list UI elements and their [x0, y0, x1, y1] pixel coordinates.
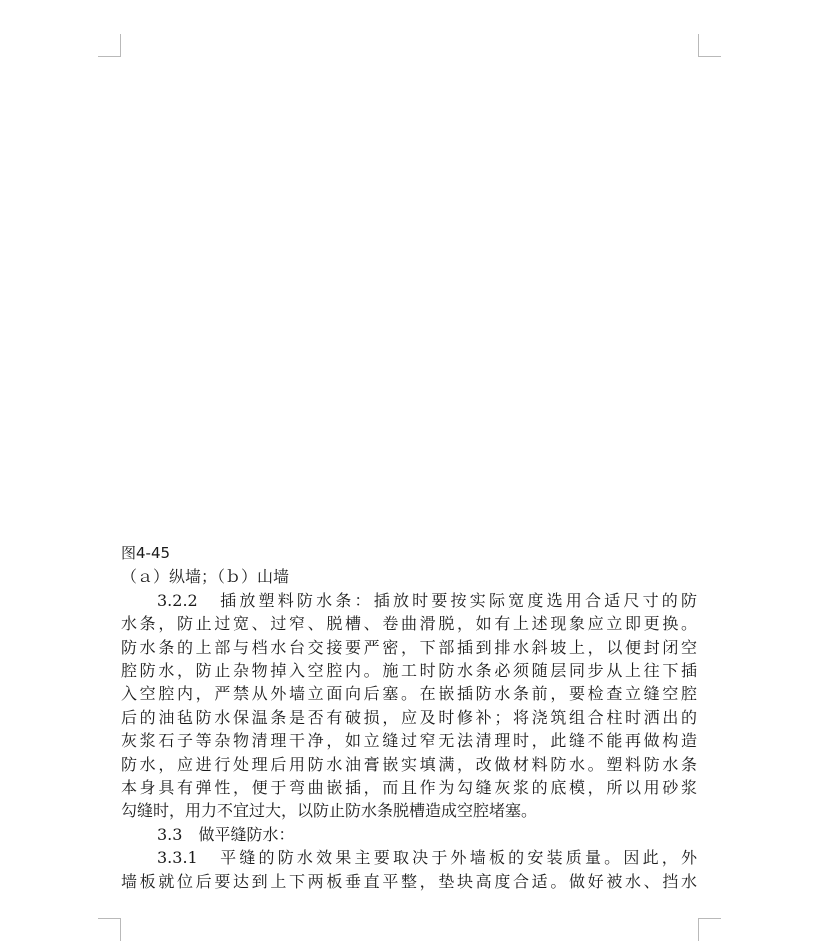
margin-corner-bottom-right [698, 918, 721, 941]
margin-corner-top-left [98, 34, 121, 57]
margin-corner-top-right [698, 34, 721, 57]
figure-label: 图4-45 [121, 544, 171, 562]
paragraph-line: 入空腔内，严禁从外墙立面向后塞。在嵌插防水条前，要检查立缝空腔 [121, 684, 697, 704]
paragraph-line: 勾缝时，用力不宜过大，以防止防水条脱槽造成空腔堵塞。 [121, 801, 538, 821]
paragraph-line: 水条，防止过宽、过窄、脱槽、卷曲滑脱，如有上述现象应立即更换。 [121, 614, 697, 634]
paragraph-line: 腔防水，防止杂物掉入空腔内。施工时防水条必须随层同步从上往下插 [121, 661, 697, 681]
paragraph-line: 本身具有弹性，便于弯曲嵌插，而且作为勾缝灰浆的底模，所以用砂浆 [121, 778, 697, 798]
paragraph-line: 灰浆石子等杂物清理干净，如立缝过窄无法清理时，此缝不能再做构造 [121, 731, 697, 751]
paragraph-line: 后的油毡防水保温条是否有破损，应及时修补；将浇筑组合柱时洒出的 [121, 707, 697, 727]
section-heading: 3.3 做平缝防水： [157, 824, 295, 844]
figure-caption: （ａ）纵墙；（ｂ）山墙 [121, 567, 290, 587]
paragraph-line: 防水，应进行处理后用防水油膏嵌实填满，改做材料防水。塑料防水条 [121, 754, 697, 774]
margin-corner-bottom-left [98, 918, 121, 941]
paragraph-line: 防水条的上部与档水台交接要严密，下部插到排水斜坡上，以便封闭空 [121, 637, 697, 657]
paragraph-line: 墙板就位后要达到上下两板垂直平整，垫块高度合适。做好被水、挡水 [121, 871, 697, 891]
paragraph-line: 3.2.2 插放塑料防水条：插放时要按实际宽度选用合适尺寸的防 [157, 590, 697, 610]
body-text [121, 542, 697, 893]
paragraph-line: 3.3.1 平缝的防水效果主要取决于外墙板的安装质量。因此，外 [157, 848, 697, 868]
